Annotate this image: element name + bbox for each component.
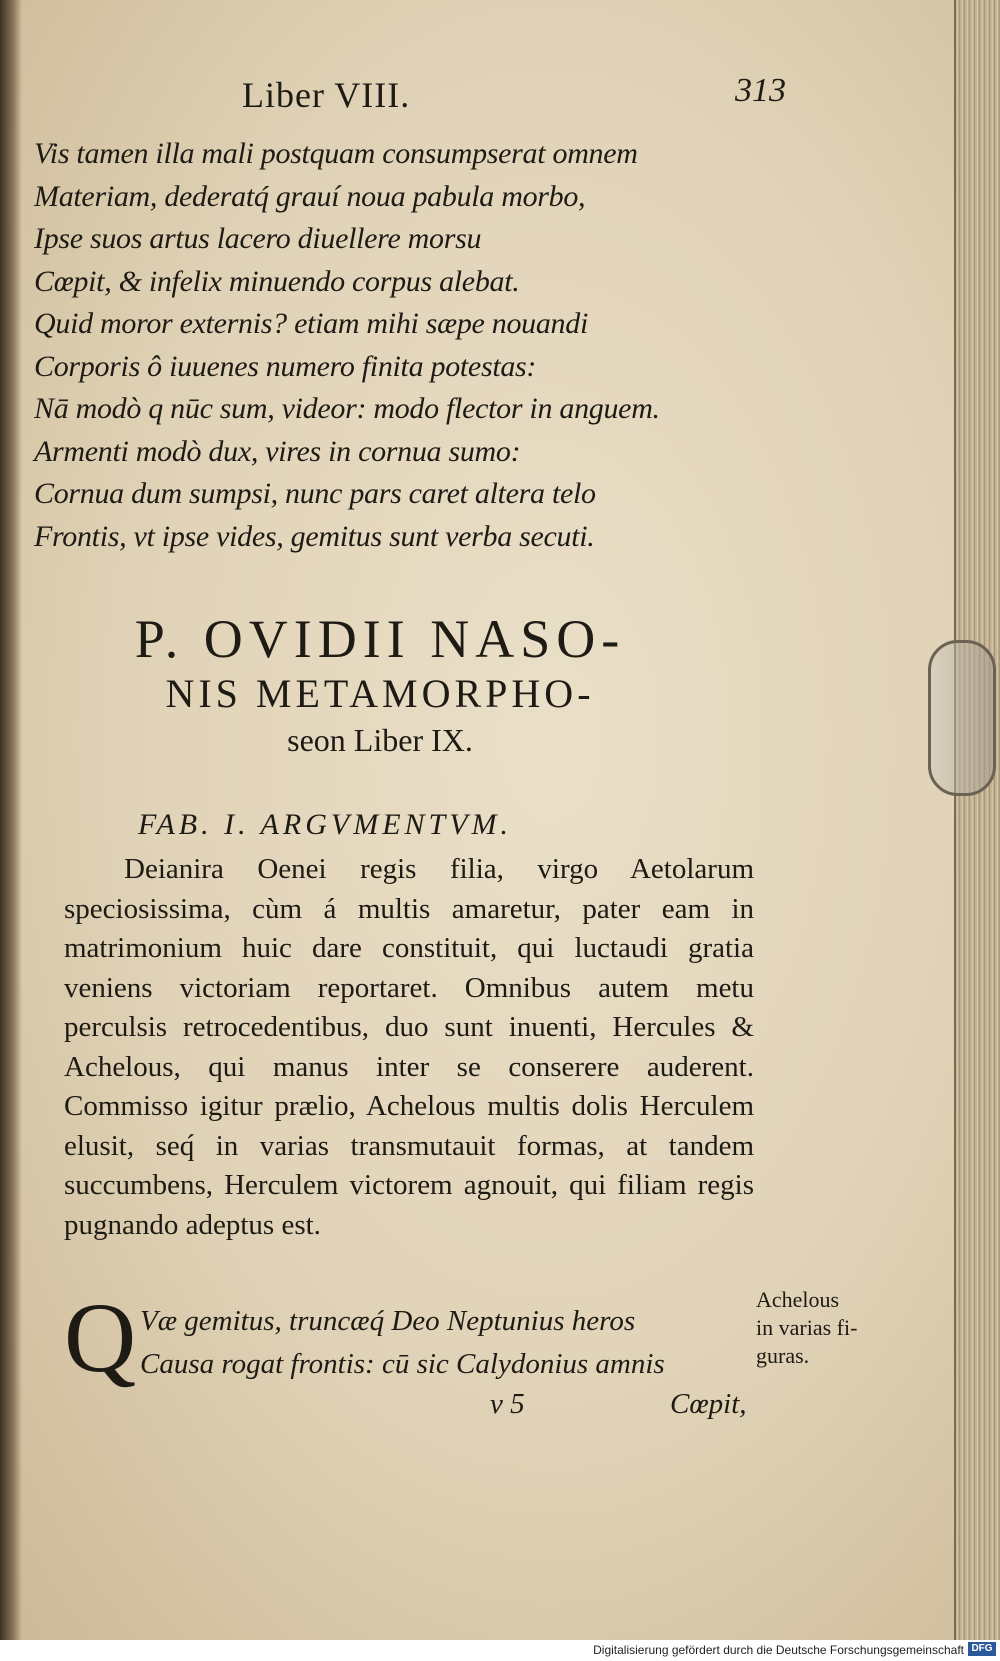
verse-line: Vis tamen illa mali postquam consumpserat omnem bbox=[34, 137, 638, 170]
argument-text: Deianira Oenei regis filia, virgo Aetolarum speciosissima, cùm á multis amaretur, pater eam in matrimonium huic dare constituit, qui luctaudi gratia veniens victoriam reportaret. Omnibus autem metu perculsis retrocedentibus, duo sunt inuenti, Hercules & Achelous, qui manus inter se conserere auderent. Commisso igitur prælio, Achelous multis dolis Herculem elusit, seq́ in varias transmutauit formas, at tandem succumbens, Herculem victorem agnouit, qui filiam regis pugnando adeptus est. bbox=[64, 853, 754, 1241]
marginal-note-line: in varias fi- bbox=[756, 1315, 858, 1340]
catchword: Cœpit, bbox=[670, 1388, 747, 1420]
signature-mark bbox=[490, 1388, 525, 1421]
book-title bbox=[60, 608, 700, 762]
verse-line: Corporis ô iuuenes numero finita potestas: bbox=[34, 349, 537, 383]
dfg-logo-icon: DFG bbox=[968, 1642, 996, 1656]
verse-line: Cornua dum sumpsi, nunc pars caret altera telo bbox=[34, 477, 596, 510]
page-clip bbox=[928, 640, 996, 796]
marginal-note-line: guras. bbox=[756, 1343, 810, 1368]
title-line: P. OVIDII NASO- bbox=[134, 609, 626, 669]
verse-line: Causa rogat frontis: cū sic Calydonius amnis bbox=[140, 1348, 665, 1380]
verse-block-top bbox=[34, 133, 660, 558]
title-line: NIS METAMORPHO- bbox=[165, 671, 595, 716]
signature-text: v 5 bbox=[490, 1388, 525, 1420]
verse-line: Nā modò q nūc sum, videor: modo flector in anguem. bbox=[34, 392, 660, 425]
page-edges bbox=[954, 0, 1000, 1640]
verse-line: Væ gemitus, truncæq́ Deo Neptunius heros bbox=[140, 1305, 636, 1337]
verse-line: Ipse suos artus lacero diuellere morsu bbox=[34, 222, 482, 255]
page-number: 313 bbox=[735, 72, 786, 109]
fable-heading: FAB. I. ARGVMENTVM. bbox=[138, 808, 513, 841]
verse-line: Materiam, dederatq́ grauí noua pabula morbo, bbox=[34, 179, 586, 213]
drop-cap: Q bbox=[64, 1282, 137, 1393]
digitization-credit: Digitalisierung gefördert durch die Deutsche Forschungsgemeinschaft bbox=[593, 1643, 964, 1657]
running-head: Liber VIII. bbox=[242, 75, 411, 115]
title-line: seon Liber IX. bbox=[287, 722, 473, 758]
argument-paragraph bbox=[64, 850, 754, 1245]
verse-line: Quid moror externis? etiam mihi sæpe nouandi bbox=[34, 307, 588, 340]
verse-line: Armenti modò dux, vires in cornua sumo: bbox=[34, 434, 521, 468]
gutter-shadow bbox=[0, 0, 22, 1640]
verse-line: Frontis, vt ipse vides, gemitus sunt verba secuti. bbox=[34, 519, 595, 553]
verse-block-bottom bbox=[140, 1300, 665, 1386]
marginal-note bbox=[756, 1286, 906, 1370]
marginal-note-line: Achelous bbox=[756, 1287, 840, 1312]
verse-line: Cœpit, & infelix minuendo corpus alebat. bbox=[34, 264, 520, 298]
